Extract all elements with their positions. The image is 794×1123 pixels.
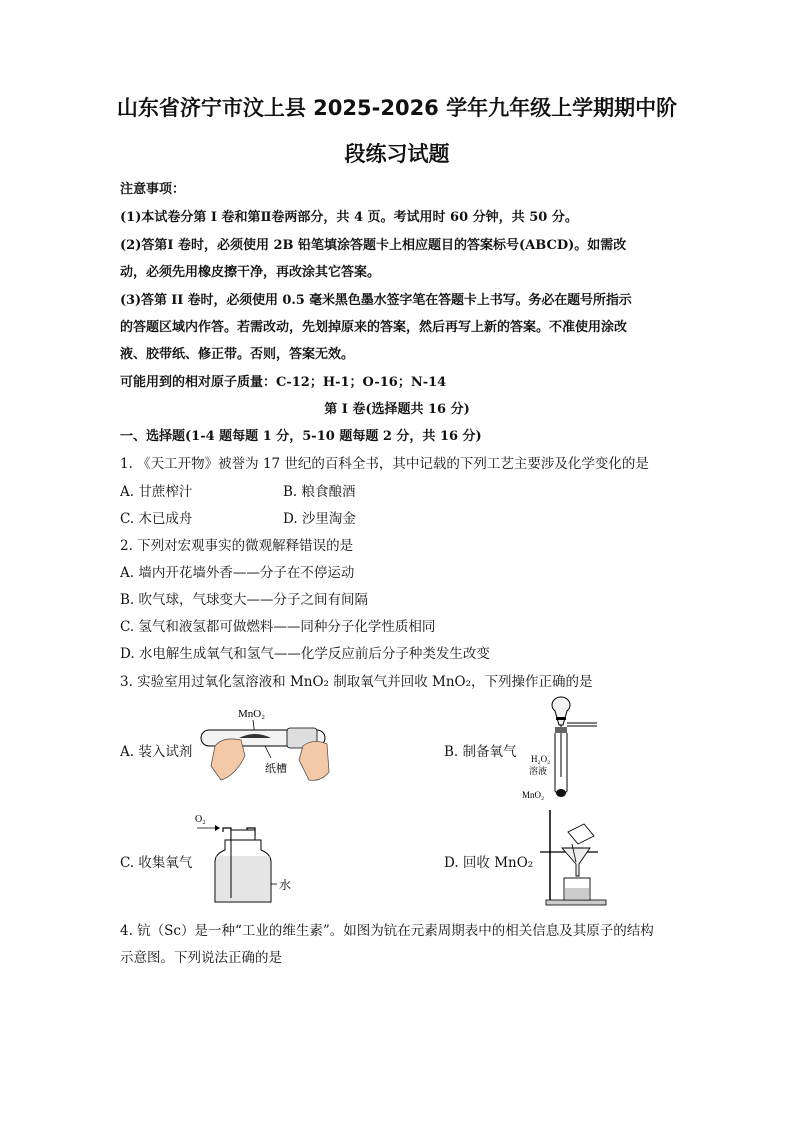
fig-b-h2o2-label: H₂O₂	[531, 754, 551, 764]
note-3b: 的答题区域内作答。若需改动，先划掉原来的答案，然后再写上新的答案。不准使用涂改	[120, 320, 628, 335]
fig-a-mno2-label: MnO₂	[238, 708, 266, 720]
fig-b-solution-label: 溶液	[529, 766, 548, 776]
q3-option-c: C. 收集氧气	[120, 855, 193, 871]
q2-option-b: B. 吹气球，气球变大——分子之间有间隔	[120, 592, 369, 608]
title-line-2: 段练习试题	[344, 142, 450, 166]
q2-option-a: A. 墙内开花墙外香——分子在不停运动	[120, 565, 355, 581]
q2-option-d: D. 水电解生成氧气和氢气——化学反应前后分子种类发生改变	[120, 646, 490, 662]
note-1: (1)本试卷分第 I 卷和第Ⅱ卷两部分，共 4 页。考试用时 60 分钟，共 50 分。	[120, 210, 578, 225]
note-3c: 液、胶带纸、修正带。否则，答案无效。	[120, 347, 355, 362]
q3-option-d: D. 回收 MnO₂	[444, 855, 534, 871]
q1-stem: 1. 《天工开物》被誉为 17 世纪的百科全书，其中记载的下列工艺主要涉及化学变化的是	[120, 456, 649, 472]
fig-c-o2-label: O₂	[195, 814, 206, 825]
section1-heading: 一、选择题(1-4 题每题 1 分，5-10 题每题 2 分，共 16 分)	[120, 429, 482, 444]
fig-b-mno2-label: MnO₂	[522, 790, 545, 800]
q1-option-c: C. 木已成舟	[120, 511, 193, 527]
q4-stem-line-1: 4. 钪（Sc）是一种“工业的维生素”。如图为钪在元素周期表中的相关信息及其原子的结构	[120, 923, 654, 939]
part1-heading: 第 I 卷(选择题共 16 分)	[324, 402, 470, 417]
q2-option-c: C. 氢气和液氢都可做燃料——同种分子化学性质相同	[120, 619, 436, 635]
figure-d-recovering-mno2	[538, 806, 610, 906]
q3-option-b: B. 制备氧气	[444, 744, 517, 760]
q2-stem: 2. 下列对宏观事实的微观解释错误的是	[120, 538, 354, 554]
q4-stem-line-2: 示意图。下列说法正确的是	[120, 950, 282, 966]
figure-b-preparing-oxygen	[522, 695, 605, 805]
q3-stem: 3. 实验室用过氧化氢溶液和 MnO₂ 制取氧气并回收 MnO₂，下列操作正确的是	[120, 674, 593, 690]
q3-option-a: A. 装入试剂	[120, 744, 193, 760]
note-3a: (3)答第 II 卷时，必须使用 0.5 毫米黑色墨水签字笔在答题卡上书写。务必在题号所指示	[120, 293, 632, 308]
note-2b: 动，必须先用橡皮擦干净，再改涂其它答案。	[120, 265, 381, 280]
figure-c-collecting-oxygen	[195, 810, 300, 908]
fig-c-water-label: 水	[279, 878, 292, 892]
notes-heading: 注意事项：	[120, 182, 186, 197]
fig-a-paper-trough-label: 纸槽	[265, 763, 287, 775]
atomic-masses: 可能用到的相对原子质量：C-12；H-1；O-16；N-14	[120, 375, 447, 390]
q1-option-d: D. 沙里淘金	[283, 511, 356, 527]
note-2a: (2)答第Ⅰ 卷时，必须使用 2B 铅笔填涂答题卡上相应题目的答案标号(ABCD)。如需改	[120, 238, 627, 253]
figure-a-adding-reagent	[195, 700, 340, 790]
q1-option-a: A. 甘蔗榨汁	[120, 484, 193, 500]
title-line-1: 山东省济宁市汶上县 2025-2026 学年九年级上学期期中阶	[116, 96, 678, 120]
q1-option-b: B. 粮食酿酒	[283, 484, 356, 500]
